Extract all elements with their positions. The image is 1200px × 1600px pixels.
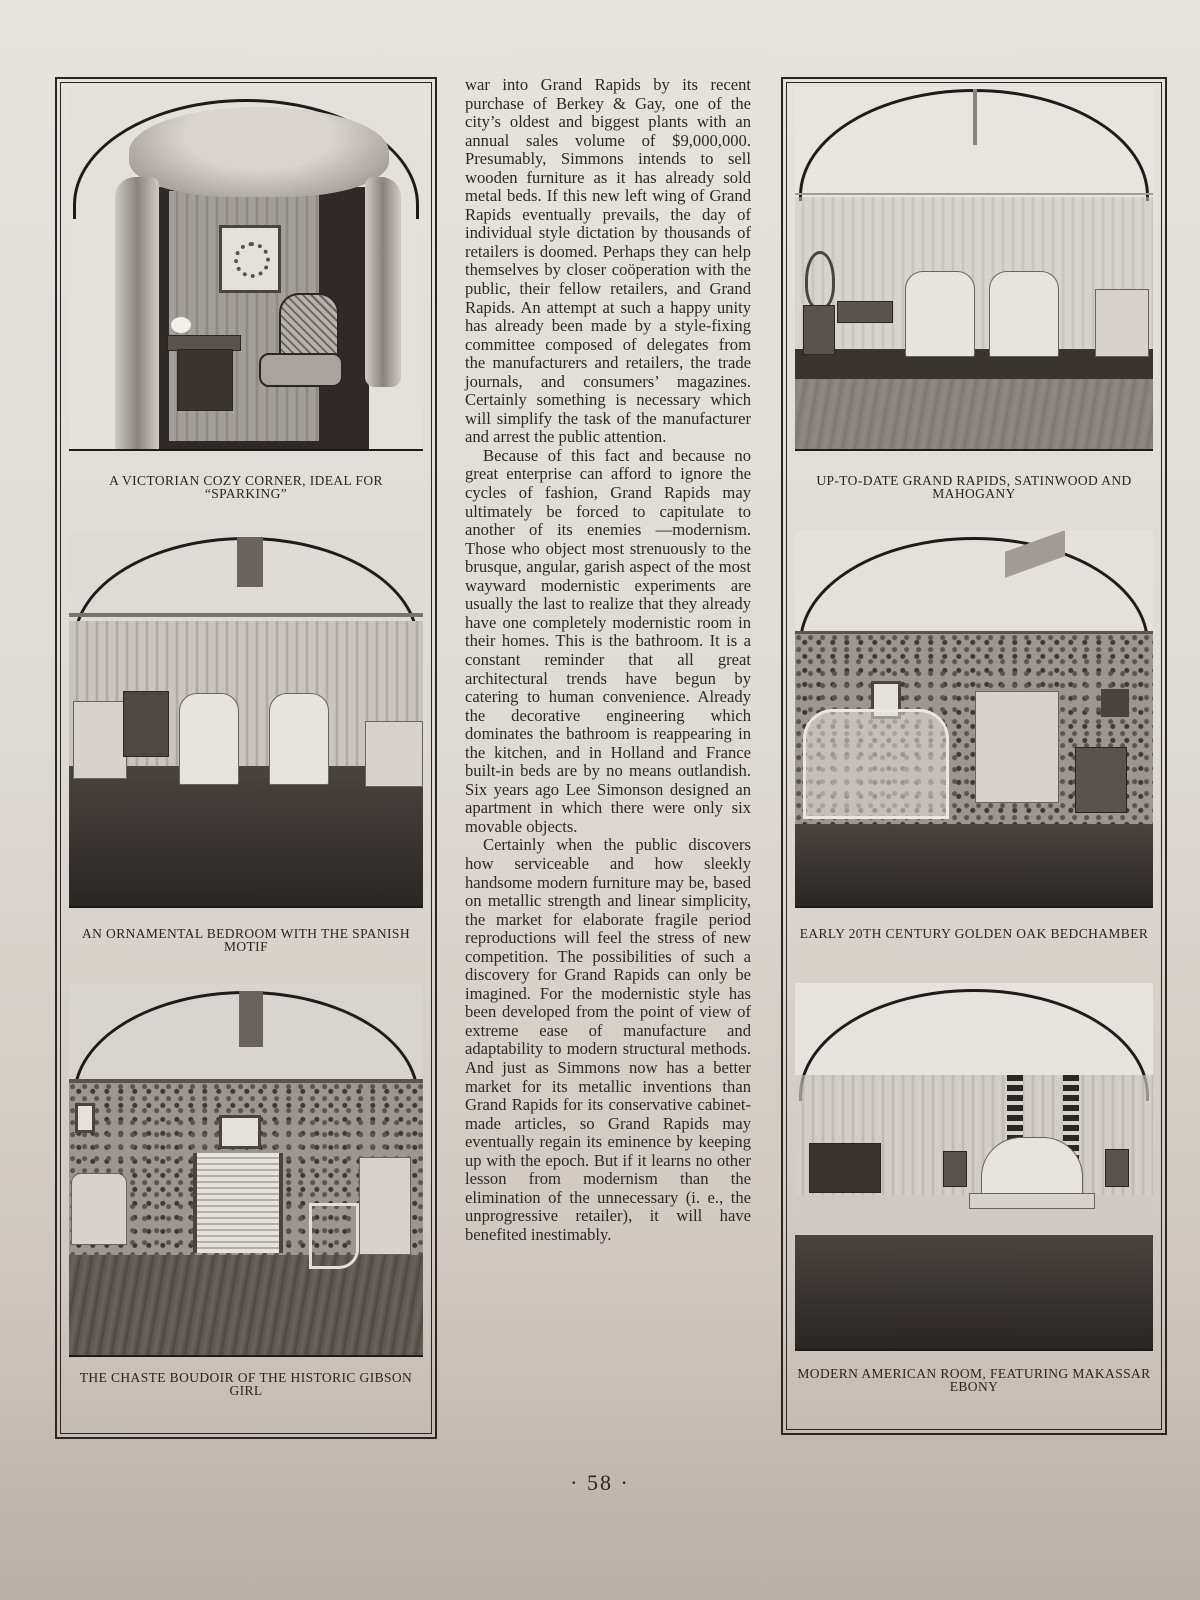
white-armchair <box>71 1173 127 1245</box>
framed-picture <box>219 1115 261 1149</box>
photo-caption: UP-TO-DATE GRAND RAPIDS, SATINWOOD AND MAHOGANY <box>816 473 1132 501</box>
vanity-mirror <box>123 691 169 757</box>
framed-wreath-picture <box>219 225 281 293</box>
photo-caption: AN ORNAMENTAL BEDROOM WITH THE SPANISH MOTIF <box>81 926 410 954</box>
photo-makassar-ebony-room <box>795 983 1153 1351</box>
photo-panel-golden-oak-bedchamber <box>795 531 1153 979</box>
photo-victorian-cozy-corner <box>69 87 423 451</box>
photo-caption: EARLY 20TH CENTURY GOLDEN OAK BEDCHAMBER <box>799 926 1149 941</box>
article-paragraph: Certainly when the public discovers how serviceable and how sleekly handsome modern furniture may be, based on metallic strength and linear simplicity, the market for elaborate fragile period reproductions will feel the stress of new competition. The possibilities of such a discovery for Grand Rapids can only be imagined. For the modernistic style has been developed from the point of view of extreme ease of manufacture and adaptability to modern structural methods. And just as Simmons now has a better market for its metallic inventions than Grand Rapids for its conservative cabinet-made articles, so Grand Rapids may eventually regain its eminence by keeping up with the epoch. But if it learns no other lesson from modernism than the elimination of the unnecessary (i. e., the unprogressive retailer), it will have benefited inestimably. <box>465 835 751 1244</box>
right-photo-column-inner-frame <box>786 82 1162 1430</box>
golden-oak-dresser <box>975 691 1059 803</box>
ceiling-beam <box>239 991 263 1047</box>
right-photo-column <box>781 77 1167 1435</box>
ornate-twin-bed-right <box>269 693 329 785</box>
satinwood-twin-bed-left <box>905 271 975 357</box>
rocking-chair <box>309 1203 359 1269</box>
side-table-base <box>177 349 233 411</box>
drape-right <box>365 177 401 387</box>
bed-platform <box>969 1193 1095 1209</box>
dark-floor <box>795 1235 1153 1349</box>
article-paragraph: Because of this fact and because no great enterprise can afford to ignore the cycles of fashion, Grand Rapids may ultimately be forced to capitulate to another of its enemies —modernism. Those who object most strenuously to the brusque, angular, garish aspect of the most wayward modernistic experiments are usually the last to realize that they already have one completely modernistic room in their homes. This is the bathroom. It is a constant reminder that all great architectural trends have begun by catering to human convenience. Already the decorative engineering which dominates the bathroom is reappearing in the kitchen, and in Holland and France built-in beds are by no means outlandish. Six years ago Lee Simonson designed an apartment in which there were only six movable objects. <box>465 445 751 836</box>
photo-gibson-girl-boudoir <box>69 983 423 1357</box>
side-chair-right <box>1105 1149 1129 1187</box>
page-number: · 58 · <box>570 1470 630 1495</box>
dark-floor <box>69 766 423 906</box>
left-photo-column <box>55 77 437 1439</box>
satinwood-twin-bed-right <box>989 271 1059 357</box>
article-paragraph: war into Grand Rapids by its recent purchase of Berkey & Gay, one of the city’s oldest and biggest plants with an annual sales volume of $9,000,000. Presumably, Simmons intends to sell wooden furniture as it has already sold metal beds. If this new left wing of Grand Rapids eventually prevails, the day of individual style dictation by thousands of retailers is doomed. Perhaps they can help themselves by closer coöperation with the public, their fellow retailers, and Grand Rapids. An attempt at such a happy unity has already been made by a style-fixing committee composed of delegates from the manufacturers and retailers, the trade journals, and consumers’ magazines. Certainly something is necessary which will simplify the task of the manufacturer and arrest the public attention. <box>465 75 751 447</box>
photo-panel-victorian-cozy-corner <box>69 87 423 527</box>
photo-golden-oak-bedchamber <box>795 531 1153 908</box>
brass-bed <box>803 709 949 819</box>
mahogany-night-stand <box>803 305 835 355</box>
draped-swag <box>129 107 389 197</box>
rocking-chair <box>1075 747 1127 813</box>
ceiling-beam <box>237 537 263 587</box>
ornate-twin-bed-left <box>179 693 239 785</box>
photo-panel-makassar-ebony <box>795 983 1153 1423</box>
article-body <box>465 76 751 1244</box>
ceiling-line <box>795 193 1153 195</box>
white-dresser <box>359 1157 411 1255</box>
mahogany-bench <box>837 301 893 323</box>
photo-spanish-motif-bedroom <box>69 531 423 908</box>
ceiling-beam-line <box>69 613 423 617</box>
wood-floor <box>69 1255 423 1355</box>
dark-floor <box>795 824 1153 906</box>
small-dark-frame <box>1101 689 1129 717</box>
oval-mirror-left <box>805 251 835 309</box>
modern-bed <box>981 1137 1083 1197</box>
small-framed-picture <box>75 1103 95 1133</box>
wood-floor <box>795 379 1153 449</box>
photo-panel-satinwood-mahogany <box>795 87 1153 527</box>
ceiling-fixture <box>973 89 977 145</box>
makassar-ebony-vanity <box>809 1143 881 1193</box>
photo-caption: MODERN AMERICAN ROOM, FEATURING MAKASSAR EBONY <box>797 1366 1151 1394</box>
side-chair-left <box>943 1151 967 1187</box>
drape-left <box>115 177 159 449</box>
dresser-left <box>73 701 127 779</box>
oil-lamp <box>171 317 191 333</box>
photo-panel-spanish-motif-bedroom <box>69 531 423 979</box>
armchair-seat <box>259 353 343 387</box>
left-photo-column-inner-frame <box>60 82 432 1434</box>
photo-panel-gibson-girl-boudoir <box>69 983 423 1433</box>
photo-caption: A VICTORIAN COZY CORNER, IDEAL FOR “SPARKING” <box>109 473 383 501</box>
wreath-icon <box>234 242 270 278</box>
chest-of-drawers-right <box>365 721 423 787</box>
satinwood-dresser <box>1095 289 1149 357</box>
photo-satinwood-mahogany <box>795 87 1153 451</box>
photo-caption: THE CHASTE BOUDOIR OF THE HISTORIC GIBSON GIRL <box>79 1370 413 1398</box>
four-poster-bed <box>193 1153 283 1253</box>
